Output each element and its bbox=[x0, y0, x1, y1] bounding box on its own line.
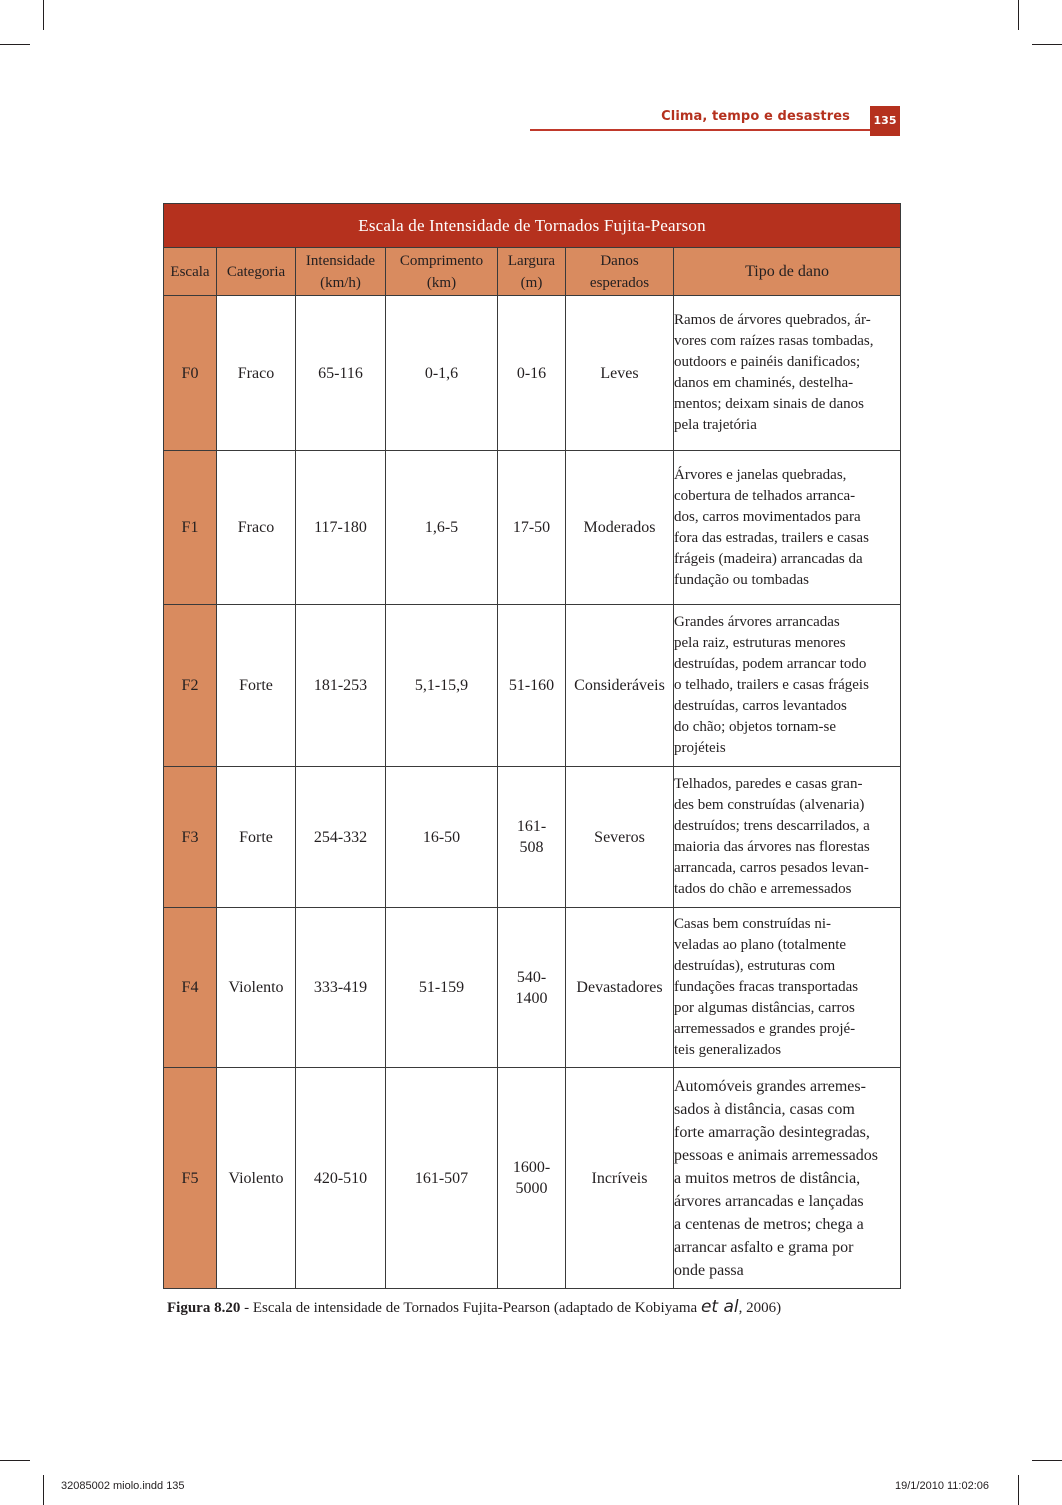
column-header-largura bbox=[498, 248, 566, 296]
description-line: frágeis (madeira) arrancadas da bbox=[674, 550, 863, 567]
cell-tipo-de-dano bbox=[674, 1068, 901, 1289]
column-header-escala: Escala bbox=[164, 248, 217, 296]
fujita-pearson-table bbox=[163, 203, 901, 1289]
column-header-danos bbox=[566, 248, 674, 296]
cell-escala: F2 bbox=[164, 605, 217, 767]
description-line: pela raiz, estruturas menores bbox=[674, 635, 846, 651]
description-line: teis generalizados bbox=[674, 1042, 782, 1058]
header-line: (m) bbox=[520, 274, 543, 291]
header-line: Danos bbox=[600, 252, 639, 269]
largura-line: 0-16 bbox=[516, 364, 547, 382]
largura-line: 51-160 bbox=[508, 677, 555, 694]
cell-intensidade: 117-180 bbox=[296, 451, 386, 605]
description-line: vores com raízes rasas tombadas, bbox=[674, 333, 874, 349]
description-line: destruídas, carros levantados bbox=[674, 698, 847, 714]
page-number-badge: 135 bbox=[870, 106, 900, 136]
table-row bbox=[164, 767, 901, 908]
figure-caption bbox=[167, 1297, 927, 1318]
table-body bbox=[164, 296, 901, 1289]
description-line: fundação ou tombadas bbox=[674, 571, 809, 588]
table-row bbox=[164, 1068, 901, 1289]
cell-categoria: Violento bbox=[217, 908, 296, 1068]
cell-comprimento: 1,6-5 bbox=[386, 451, 498, 605]
cell-largura bbox=[498, 296, 566, 451]
table-row bbox=[164, 296, 901, 451]
cell-intensidade: 254-332 bbox=[296, 767, 386, 908]
cell-danos: Moderados bbox=[566, 451, 674, 605]
description-line: mentos; deixam sinais de danos bbox=[674, 396, 864, 412]
description-line: arrancar asfalto e grama por bbox=[674, 1238, 854, 1256]
cell-largura bbox=[498, 605, 566, 767]
description-line: Automóveis grandes arremes- bbox=[674, 1077, 866, 1095]
description-line: a centenas de metros; chega a bbox=[674, 1215, 864, 1233]
cell-largura bbox=[498, 908, 566, 1068]
footer-filename: 32085002 miolo.indd 135 bbox=[61, 1480, 185, 1492]
cell-danos: Consideráveis bbox=[566, 605, 674, 767]
column-header-categoria: Categoria bbox=[217, 248, 296, 296]
cell-tipo-de-dano bbox=[674, 451, 901, 605]
table-row bbox=[164, 605, 901, 767]
description-line: por algumas distâncias, carros bbox=[674, 1000, 855, 1016]
description-line: arrancada, carros pesados levan- bbox=[674, 860, 869, 876]
description-line: maioria das árvores nas florestas bbox=[674, 839, 870, 855]
crop-mark bbox=[1032, 44, 1062, 45]
cell-danos: Devastadores bbox=[566, 908, 674, 1068]
cell-escala: F1 bbox=[164, 451, 217, 605]
cell-escala: F4 bbox=[164, 908, 217, 1068]
header-line: (km) bbox=[426, 274, 457, 291]
description-line: pessoas e animais arremessados bbox=[674, 1146, 878, 1164]
cell-largura bbox=[498, 767, 566, 908]
cell-comprimento: 0-1,6 bbox=[386, 296, 498, 451]
running-header-title: Clima, tempo e desastres bbox=[661, 109, 850, 124]
crop-mark bbox=[43, 0, 44, 30]
cell-largura bbox=[498, 1068, 566, 1289]
description-line: onde passa bbox=[674, 1261, 744, 1279]
caption-etal: et al bbox=[700, 1297, 739, 1317]
crop-mark bbox=[0, 44, 30, 45]
description-line: Ramos de árvores quebrados, ár- bbox=[674, 312, 871, 328]
description-line: do chão; objetos tornam-se bbox=[674, 719, 837, 735]
cell-tipo-de-dano bbox=[674, 605, 901, 767]
largura-line: 161- bbox=[516, 818, 547, 835]
cell-comprimento: 16-50 bbox=[386, 767, 498, 908]
column-header-tipo: Tipo de dano bbox=[674, 248, 901, 296]
table-title: Escala de Intensidade de Tornados Fujita-Pearson bbox=[164, 204, 901, 248]
crop-mark bbox=[1018, 1475, 1019, 1505]
description-line: destruídas), estruturas com bbox=[674, 958, 836, 974]
description-line: outdoors e painéis danificados; bbox=[674, 354, 861, 370]
description-line: projéteis bbox=[674, 740, 726, 756]
cell-comprimento: 161-507 bbox=[386, 1068, 498, 1289]
column-header-intensidade bbox=[296, 248, 386, 296]
cell-intensidade: 420-510 bbox=[296, 1068, 386, 1289]
cell-intensidade: 65-116 bbox=[296, 296, 386, 451]
description-line: destruídos; trens descarrilados, a bbox=[674, 818, 870, 834]
table-row bbox=[164, 451, 901, 605]
largura-line: 1400 bbox=[515, 989, 548, 1007]
cell-danos: Leves bbox=[566, 296, 674, 451]
description-line: o telhado, trailers e casas frágeis bbox=[674, 677, 869, 693]
description-line: danos em chaminés, destelha- bbox=[674, 375, 854, 391]
cell-categoria: Forte bbox=[217, 767, 296, 908]
figure-label: Figura 8.20 bbox=[167, 1300, 241, 1316]
description-line: dos, carros movimentados para bbox=[674, 508, 861, 525]
cell-danos: Incríveis bbox=[566, 1068, 674, 1289]
description-line: Grandes árvores arrancadas bbox=[674, 614, 840, 630]
cell-escala: F0 bbox=[164, 296, 217, 451]
description-line: a muitos metros de distância, bbox=[674, 1169, 861, 1187]
cell-categoria: Fraco bbox=[217, 296, 296, 451]
description-line: pela trajetória bbox=[674, 417, 757, 433]
largura-line: 5000 bbox=[515, 1180, 548, 1197]
cell-escala: F5 bbox=[164, 1068, 217, 1289]
table-row bbox=[164, 908, 901, 1068]
footer-timestamp: 19/1/2010 11:02:06 bbox=[895, 1480, 989, 1492]
cell-tipo-de-dano bbox=[674, 296, 901, 451]
crop-mark bbox=[43, 1475, 44, 1505]
cell-categoria: Forte bbox=[217, 605, 296, 767]
description-line: destruídas, podem arrancar todo bbox=[674, 656, 867, 672]
description-line: fundações fracas transportadas bbox=[674, 979, 859, 995]
cell-tipo-de-dano bbox=[674, 908, 901, 1068]
largura-line: 17-50 bbox=[512, 519, 551, 536]
description-line: Casas bem construídas ni- bbox=[674, 916, 832, 932]
caption-text: - Escala de intensidade de Tornados Fujita-Pearson (adaptado de Kobiyama bbox=[240, 1300, 701, 1316]
caption-year: , 2006) bbox=[738, 1300, 782, 1316]
description-line: sados à distância, casas com bbox=[674, 1100, 855, 1118]
cell-danos: Severos bbox=[566, 767, 674, 908]
largura-line: 508 bbox=[519, 839, 544, 856]
cell-categoria: Violento bbox=[217, 1068, 296, 1289]
description-line: Telhados, paredes e casas gran- bbox=[674, 776, 863, 792]
cell-comprimento: 51-159 bbox=[386, 908, 498, 1068]
cell-intensidade: 333-419 bbox=[296, 908, 386, 1068]
header-line: esperados bbox=[589, 274, 650, 291]
crop-mark bbox=[1032, 1460, 1062, 1461]
cell-tipo-de-dano bbox=[674, 767, 901, 908]
description-line: des bem construídas (alvenaria) bbox=[674, 797, 865, 813]
largura-line: 540- bbox=[516, 968, 547, 986]
description-line: veladas ao plano (totalmente bbox=[674, 937, 847, 953]
crop-mark bbox=[0, 1460, 30, 1461]
header-line: Comprimento bbox=[399, 252, 484, 269]
header-rule bbox=[530, 129, 872, 131]
description-line: tados do chão e arremessados bbox=[674, 881, 852, 897]
largura-line: 1600- bbox=[512, 1159, 551, 1176]
cell-intensidade: 181-253 bbox=[296, 605, 386, 767]
cell-largura bbox=[498, 451, 566, 605]
cell-escala: F3 bbox=[164, 767, 217, 908]
description-line: Árvores e janelas quebradas, bbox=[674, 466, 847, 483]
column-header-comprimento bbox=[386, 248, 498, 296]
description-line: forte amarração desintegradas, bbox=[674, 1123, 870, 1141]
cell-categoria: Fraco bbox=[217, 451, 296, 605]
header-line: (km/h) bbox=[320, 274, 361, 291]
description-line: cobertura de telhados arranca- bbox=[674, 487, 856, 504]
header-line: Largura bbox=[507, 252, 556, 269]
cell-comprimento: 5,1-15,9 bbox=[386, 605, 498, 767]
header-line: Intensidade bbox=[305, 252, 376, 269]
crop-mark bbox=[1018, 0, 1019, 30]
description-line: fora das estradas, trailers e casas bbox=[674, 529, 869, 546]
description-line: árvores arrancadas e lançadas bbox=[674, 1192, 864, 1210]
description-line: arremessados e grandes projé- bbox=[674, 1021, 856, 1037]
